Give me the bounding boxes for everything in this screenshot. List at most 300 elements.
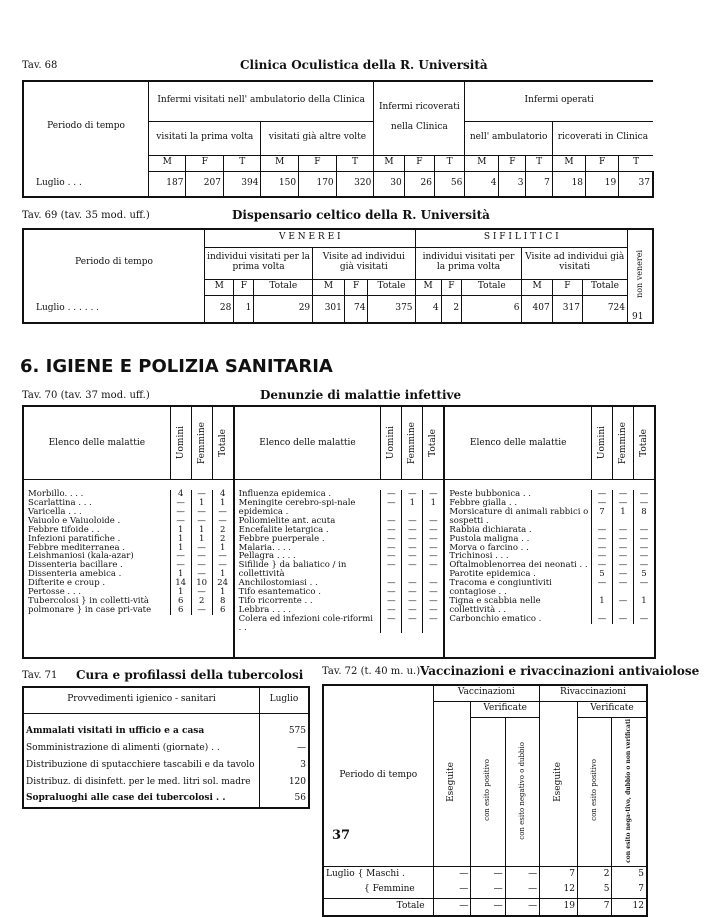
t72-rivacc-verificate: Verificate [577,701,647,717]
t71-row-label: Distribuz. di disinfett. per le med. litri sol. madre [23,774,260,791]
t70-cell: — [380,490,401,499]
t72-riv-esito-pos: con esito positivo [577,717,611,866]
t72-cell: — [471,882,505,898]
t70-cell: 14 [170,579,191,588]
t71-col-head: Provvedimenti igienico - sanitari [23,687,260,713]
t70-block [24,407,233,657]
t68-cell: 320 [336,171,374,197]
t70-cell: 2 [212,526,233,535]
t72-cell: 5 [577,882,611,898]
t70-cell: 8 [633,508,654,526]
t70-cell: — [191,606,212,615]
t68-cell: 19 [586,171,619,197]
t70-cell: — [380,606,401,615]
t69-cell: 375 [368,295,415,323]
t68-col: T [336,155,374,171]
t70-disease-name: Febbre gialla . . [449,497,518,508]
t72-cell: 19 [540,898,578,916]
t70-block [443,407,654,657]
t71-row-value: 120 [260,774,310,791]
t70-row [235,615,444,633]
t71-title: Cura e profilassi della tubercolosi [76,668,304,682]
t72-rivacc-eseguite: Eseguite [540,701,578,866]
t72-cell: — [505,898,539,916]
t68-col: M [374,155,404,171]
t70-cell: 24 [212,579,233,588]
t70-disease-name: Febbre tifoide . . [28,524,100,535]
t70-cell: — [212,552,233,561]
t70-cell: — [422,597,443,606]
t70-cell: — [380,544,401,553]
section-title: 6. IGIENE E POLIZIA SANITARIA [20,356,333,377]
t70-row [445,597,654,615]
t70-cell: 1 [191,526,212,535]
t70-cell: — [612,535,633,544]
t69-cell: 407 [522,295,552,323]
t70-cell: 1 [170,588,191,597]
t70-cell: — [380,526,401,535]
t70-disease-name: Carbonchio ematico . [449,613,542,624]
t70-col-m: Uomini [170,407,191,479]
t70-cell: 1 [212,588,233,597]
t70-cell: — [401,597,422,606]
t69-row-label: Luglio . . . . . . [23,295,205,323]
t69-ven-again: Visite ad individui già visitati [313,247,415,279]
t71-table [22,686,310,809]
t70-disease-name: Peste bubbonica . . [449,489,531,499]
t72-cell: 2 [577,866,611,882]
t68-row-label: Luglio . . . [23,171,149,197]
t70-cell: — [591,552,612,561]
t68-col: T [434,155,464,171]
t70-cell: — [612,615,633,624]
t71-col-month: Luglio [260,687,310,713]
t68-other-visits: visitati già altre volte [261,121,374,155]
t68-col: M [149,155,186,171]
t70-cell: — [191,544,212,553]
t68-table [22,80,654,198]
t70-cell: 1 [591,597,612,615]
t69-table [22,228,654,324]
t70-cell: — [633,490,654,499]
t70-cell: — [170,517,191,526]
t68-col: T [223,155,261,171]
t70-disease-name: Tifo esantematico . [238,587,321,598]
t70-cell: 1 [212,499,233,508]
t70-cell: 1 [170,535,191,544]
t70-cell: — [380,579,401,588]
t70-disease-name: Tracoma e congiuntiviti contagiose . . [449,578,552,598]
t71-row-label: Distribuzione di sputacchiere tascabili e da tavolo [23,757,260,774]
t70-disease-name: Scarlattina . . . [28,497,92,508]
t72-cell: 7 [577,898,611,916]
t68-oper-ric: ricoverati in Clinica [552,121,653,155]
t70-disease-name: Pellagra . . . . [238,551,296,562]
t70-cell: — [380,615,401,633]
t70-cell: — [633,552,654,561]
t70-disease-name: Morbillo. . . . [28,489,84,499]
t70-cell: — [401,561,422,579]
t72-cell: 7 [540,866,578,882]
t70-cell: — [422,615,443,633]
t70-cell: — [422,517,443,526]
t72-cell: 12 [540,882,578,898]
t70-disease-name: Dissenteria amebica . [28,569,122,580]
t70-cell: — [633,526,654,535]
t70-disease-name: Encefalite letargica . [238,524,329,535]
t70-cell: — [401,579,422,588]
t70-cell: — [191,561,212,570]
t70-cell: 1 [170,544,191,553]
t72-cell: 12 [612,898,647,916]
t70-disease-name: Difterite e croup . [28,578,106,589]
t70-disease-name: Infezioni paratifiche . [28,533,121,544]
t70-cell: — [612,490,633,499]
t70-cell: — [170,499,191,508]
t70-row [24,606,233,615]
t70-cell: — [401,588,422,597]
t69-col: F [234,279,254,295]
t69-col: M [205,279,234,295]
t70-cell: — [591,615,612,624]
t72-esito-neg: con esito negativo o dubbio [505,717,539,866]
t70-frame [22,405,656,659]
t69-cell: 301 [313,295,345,323]
t72-femmine-label: { Femmine [323,882,433,898]
t70-cell: — [380,588,401,597]
t70-cell: — [191,570,212,579]
t70-cell: — [212,561,233,570]
t70-disease-name: Tifo ricorrente . . [238,596,313,607]
t69-veneree: V E N E R E I [205,229,416,247]
t70-cell: — [633,544,654,553]
t70-col-head: Elenco delle malattie [259,438,356,448]
t70-cell: — [401,606,422,615]
t68-title: Clinica Oculistica della R. Università [240,58,488,72]
t68-cell: 150 [261,171,299,197]
t70-cell: — [170,508,191,517]
t70-cell: — [191,508,212,517]
t70-cell: 5 [591,570,612,579]
t72-cell: — [505,882,539,898]
t68-col: F [299,155,337,171]
t72-rivacc: Rivaccinazioni [540,685,647,701]
t70-disease-name: Anchilostomiasi . . [238,578,318,589]
t68-cell: 7 [526,171,552,197]
t70-cell: — [380,535,401,544]
t70-cell: 6 [170,597,191,606]
t70-disease-name: Sifilide } da baliatico / in collettività [238,560,347,580]
t69-cell: 2 [441,295,462,323]
t70-disease-name: Trichinosi . . . [449,551,509,562]
t70-disease-name: Febbre puerperale . [238,533,325,544]
t68-cell: 18 [552,171,585,197]
t70-grid [24,407,654,657]
t69-cell: 724 [582,295,627,323]
t70-cell: — [612,561,633,570]
t70-cell: 1 [191,535,212,544]
t70-cell: 1 [212,544,233,553]
t70-col-t: Totale [422,407,443,479]
t70-cell: — [612,552,633,561]
t70-disease-name: Influenza epidemica . [238,489,332,499]
t70-disease-name: Morva o farcino . . [449,542,529,553]
t70-cell: 1 [170,570,191,579]
t70-tav-label: Tav. 70 (tav. 37 mod. uff.) [22,390,150,401]
t68-col: T [526,155,552,171]
t68-cell: 30 [374,171,404,197]
t70-col-head: Elenco delle malattie [469,438,567,448]
t69-sif-again: Visite ad individui già visitati [522,247,628,279]
t70-disease-name: Malaria. . . . [238,542,291,553]
t70-cell: — [380,517,401,526]
t68-cell: 37 [619,171,653,197]
t70-col-m: Uomini [591,407,612,479]
t70-cell: — [633,535,654,544]
t70-cell: — [380,552,401,561]
t69-col: M [313,279,345,295]
t70-cell: 1 [191,499,212,508]
t70-cell: — [612,570,633,579]
t70-cell: — [212,508,233,517]
t70-cell: — [191,517,212,526]
t72-esito-pos: con esito positivo [471,717,505,866]
t69-cell: 29 [254,295,313,323]
t68-col: F [186,155,223,171]
t72-maschi-label: Luglio { Maschi . [323,866,433,882]
t71-row-value: 3 [260,757,310,774]
t68-cell: 394 [223,171,261,197]
t70-cell: 1 [612,508,633,526]
t69-cell: 4 [415,295,441,323]
t70-cell: — [612,526,633,535]
t70-cell: — [612,597,633,615]
t69-col: Totale [368,279,415,295]
t70-col-f: Femmine [191,407,212,479]
t68-cell: 4 [465,171,499,197]
t69-cell: 74 [344,295,368,323]
t70-cell: — [191,552,212,561]
t70-disease-name: Parotite epidemica . [449,569,536,580]
t70-cell: — [401,535,422,544]
t70-cell: — [380,597,401,606]
t71-row-value: — [260,740,310,757]
t70-cell: — [422,552,443,561]
t68-col: F [499,155,526,171]
t68-period-header: Periodo di tempo [23,81,149,171]
t70-cell: — [591,499,612,508]
t70-cell: 5 [633,570,654,579]
t68-first-visit: visitati la prima volta [149,121,261,155]
t68-col: M [465,155,499,171]
t70-cell: — [591,561,612,570]
t70-col-f: Femmine [401,407,422,479]
t70-disease-name: Oftalmoblenorrea dei neonati . . [449,560,588,571]
t68-col: M [261,155,299,171]
t70-cell: — [633,561,654,570]
t72-vacc: Vaccinazioni [433,685,539,701]
t70-cell: — [422,535,443,544]
t70-disease-name: Leishmaniosi (kala-azar) [28,551,134,562]
t69-col: Totale [462,279,522,295]
t71-row-value: 575 [260,723,310,740]
t71-row-label: Ammalati visitati in ufficio e a casa [23,723,260,740]
t70-cell: — [170,561,191,570]
page-number: 37 [332,828,351,843]
t70-cell: — [633,499,654,508]
t69-col: Totale [582,279,627,295]
t70-disease-name: Morsicature di animali rabbici o sospetti . [449,506,589,526]
t72-title: Vaccinazioni e rivaccinazioni antivaiolose [420,664,700,678]
t70-col-m: Uomini [380,407,401,479]
t70-cell: — [422,526,443,535]
t70-row [235,499,444,517]
t70-cell: — [380,499,401,517]
t72-cell: 5 [612,866,647,882]
t68-cell: 3 [499,171,526,197]
t70-disease-name: Tigna e scabbia nelle collettività . . [449,596,541,615]
t70-row [445,508,654,526]
t72-period-header: Periodo di tempo [323,685,433,866]
t69-col: F [552,279,582,295]
t70-cell: — [212,517,233,526]
t70-disease-name: Colera ed infezioni cole-riformi . . [238,613,374,633]
t71-row-label: Sopraluoghi alle case dei tubercolosi . . [23,791,260,808]
t70-disease-name: polmonare } in case pri-vate [28,604,152,615]
t70-cell: — [422,490,443,499]
t70-cell: — [591,535,612,544]
t70-cell: — [401,490,422,499]
t70-cell: 2 [191,597,212,606]
t70-cell: — [401,552,422,561]
t70-cell: — [170,552,191,561]
t70-cell: — [591,490,612,499]
t70-disease-name: Poliomielite ant. acuta [238,515,336,526]
t69-col: M [522,279,552,295]
t68-oper-header: Infermi operati [465,81,653,121]
t70-cell: 6 [170,606,191,615]
t70-cell: 1 [422,499,443,517]
t68-tav-label: Tav. 68 [22,60,58,71]
t70-disease-name: Pertosse . . . [28,587,81,598]
t69-tav-label: Tav. 69 (tav. 35 mod. uff.) [22,210,150,221]
t69-cell: 28 [205,295,234,323]
t70-cell: — [422,579,443,588]
t72-cell: — [471,866,505,882]
t70-disease-name: Pustola maligna . . [449,533,530,544]
t70-col-t: Totale [212,407,233,479]
t71-row-label: Somministrazione di alimenti (giornate) . . [23,740,260,757]
t72-tav-label: Tav. 72 (t. 40 m. u.) [322,666,421,677]
t72-cell: — [433,866,471,882]
t68-cell: 170 [299,171,337,197]
t72-cell: — [433,882,471,898]
t70-cell: — [612,579,633,597]
t70-cell: — [422,544,443,553]
t69-sif-first: individui visitati per la prima volta [415,247,522,279]
t70-disease-name: Vaiuolo e Vaiuoloide . [28,515,121,526]
t70-cell: — [422,561,443,579]
t70-block [233,407,444,657]
t70-row [235,561,444,579]
t69-cell: 317 [552,295,582,323]
t68-col: M [552,155,585,171]
t70-disease-name: Varicella . . . [28,506,82,517]
t70-cell: — [401,544,422,553]
t70-cell: — [422,588,443,597]
t70-disease-name: Rabbia dichiarata . [449,524,532,535]
t70-col-t: Totale [633,407,654,479]
t72-riv-esito-nonver: con esito nega-tivo, dubbio o non verificati [612,717,647,866]
t68-col: F [404,155,434,171]
t71-tav-label: Tav. 71 [22,670,58,681]
t70-cell: — [401,615,422,633]
t70-cell: — [380,561,401,579]
t70-cell: — [591,544,612,553]
t72-cell: — [471,898,505,916]
t72-total-label: Totale [323,898,433,916]
t72-table [322,684,648,917]
t72-cell: 7 [612,882,647,898]
t68-cell: 187 [149,171,186,197]
t69-cell: 1 [234,295,254,323]
t70-cell: 2 [212,535,233,544]
t70-disease-name: Meningite cerebro-spi-nale epidemica . [238,497,356,517]
t71-row-value: 56 [260,791,310,808]
t70-cell: 1 [212,570,233,579]
t70-disease-name: Lebbra . . . . [238,604,291,615]
t68-col: T [619,155,653,171]
t69-cell: 6 [462,295,522,323]
t70-cell: — [612,499,633,508]
t72-cell: — [505,866,539,882]
t70-cell: — [591,526,612,535]
t68-amb-header: Infermi visitati nell' ambulatorio della Clinica [149,81,374,121]
t68-col: F [586,155,619,171]
t72-cell: — [433,898,471,916]
t70-cell: 10 [191,579,212,588]
t70-disease-name: Dissenteria bacillare . [28,560,123,571]
t72-month: Luglio [326,868,355,879]
t70-cell: 6 [212,606,233,615]
t72-vacc-eseguite: Eseguite [433,701,471,866]
t69-col: Totale [254,279,313,295]
t70-cell: 8 [212,597,233,606]
t68-cell: 56 [434,171,464,197]
t70-cell: — [633,615,654,624]
t70-row [445,579,654,597]
t68-cell: 207 [186,171,223,197]
t70-cell: 4 [212,490,233,499]
t70-cell: 1 [401,499,422,517]
t70-disease-name: Tubercolosi } in colletti-vità [28,596,149,607]
t70-cell: — [401,526,422,535]
t69-col: F [441,279,462,295]
t69-non-veneree-value: 91 [632,312,644,322]
t68-oper-amb: nell' ambulatorio [465,121,553,155]
t69-col: F [344,279,368,295]
t72-vacc-verificate: Verificate [471,701,540,717]
t70-row [445,615,654,624]
t70-title: Denunzie di malattie infettive [260,388,462,402]
t70-disease-name: Febbre mediterranea . [28,542,126,553]
t69-sifilitici: S I F I L I T I C I [415,229,627,247]
t70-cell: 1 [170,526,191,535]
t70-cell: 7 [591,508,612,526]
t70-cell: — [401,517,422,526]
t69-title: Dispensario celtico della R. Università [232,208,490,222]
t70-col-head: Elenco delle malattie [48,438,146,448]
